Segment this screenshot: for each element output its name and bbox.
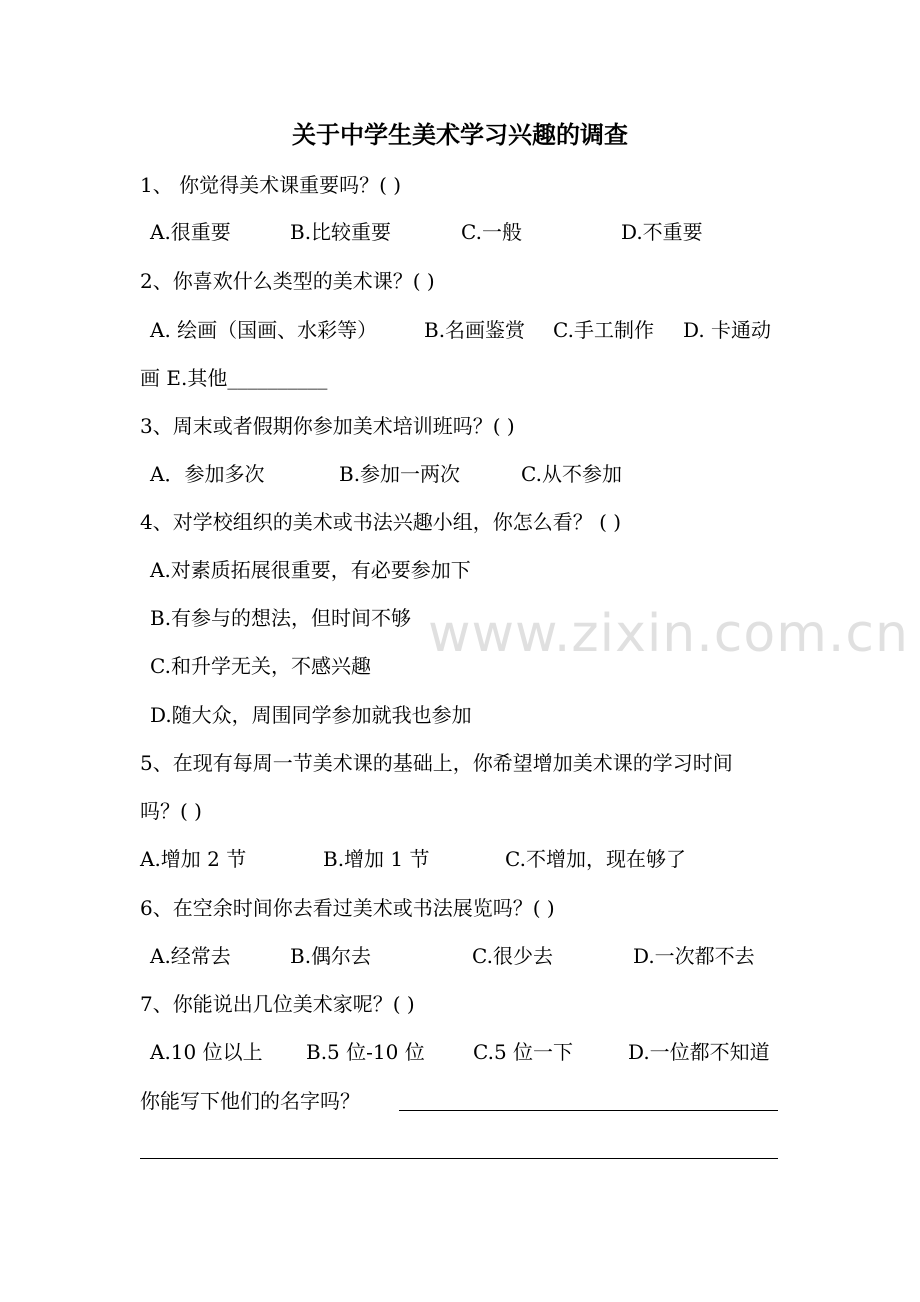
question-2-other-blank[interactable]: __________ xyxy=(227,366,328,390)
question-7-prompt: 7、你能说出几位美术家呢？( ) xyxy=(140,992,415,1016)
names-answer-line-2[interactable] xyxy=(140,1158,778,1159)
names-answer-line-1[interactable] xyxy=(399,1110,778,1111)
question-5-prompt-line1: 5、在现有每周一节美术课的基础上，你希望增加美术课的学习时间 xyxy=(140,751,733,775)
question-4-option-a: A.对素质拓展很重要，有必要参加下 xyxy=(150,558,471,582)
question-1-option-c: C.一般 xyxy=(461,220,522,244)
watermark: www.zixin.com.cn xyxy=(428,604,909,664)
question-2-option-b: B.名画鉴赏 xyxy=(424,318,526,342)
question-7-option-c: C.5 位一下 xyxy=(473,1040,574,1064)
question-1-option-a: A.很重要 xyxy=(150,220,231,244)
question-7-option-b: B.5 位-10 位 xyxy=(306,1040,425,1064)
question-7-option-d: D.一位都不知道 xyxy=(628,1040,770,1064)
question-2-option-a: A. 绘画（国画、水彩等） xyxy=(150,318,378,342)
question-2-option-e: 画 E.其他 xyxy=(140,366,228,390)
question-4-option-b: B.有参与的想法，但时间不够 xyxy=(150,606,412,630)
question-1-option-b: B.比较重要 xyxy=(290,220,392,244)
question-6-option-a: A.经常去 xyxy=(150,944,231,968)
question-4-option-c: C.和升学无关，不感兴趣 xyxy=(150,654,371,678)
question-7-followup: 你能写下他们的名字吗？ xyxy=(140,1089,360,1113)
question-6-option-d: D.一次都不去 xyxy=(633,944,755,968)
question-2-option-d: D. 卡通动 xyxy=(683,318,772,342)
question-3-prompt: 3、周末或者假期你参加美术培训班吗？( ) xyxy=(140,414,515,438)
question-1-prompt: 1、 你觉得美术课重要吗？( ) xyxy=(140,173,402,197)
question-6-option-c: C.很少去 xyxy=(472,944,553,968)
question-4-prompt: 4、对学校组织的美术或书法兴趣小组，你怎么看？ ( ) xyxy=(140,510,622,534)
question-4-option-d: D.随大众，周围同学参加就我也参加 xyxy=(150,703,472,727)
question-5-option-a: A.增加 2 节 xyxy=(140,847,247,871)
question-3-option-a: A．参加多次 xyxy=(150,462,265,486)
question-2-prompt: 2、你喜欢什么类型的美术课？( ) xyxy=(140,269,435,293)
question-6-prompt: 6、在空余时间你去看过美术或书法展览吗？( ) xyxy=(140,896,555,920)
question-2-option-c: C.手工制作 xyxy=(553,318,654,342)
question-5-option-c: C.不增加，现在够了 xyxy=(505,847,686,871)
question-1-option-d: D.不重要 xyxy=(621,220,703,244)
question-2-continuation xyxy=(140,364,327,392)
question-5-option-b: B.增加 1 节 xyxy=(323,847,430,871)
question-3-option-b: B.参加一两次 xyxy=(339,462,461,486)
document-title: 关于中学生美术学习兴趣的调查 xyxy=(292,121,628,149)
question-5-prompt-line2: 吗？( ) xyxy=(140,799,202,823)
question-7-option-a: A.10 位以上 xyxy=(150,1040,263,1064)
question-3-option-c: C.从不参加 xyxy=(521,462,622,486)
question-6-option-b: B.偶尔去 xyxy=(290,944,372,968)
